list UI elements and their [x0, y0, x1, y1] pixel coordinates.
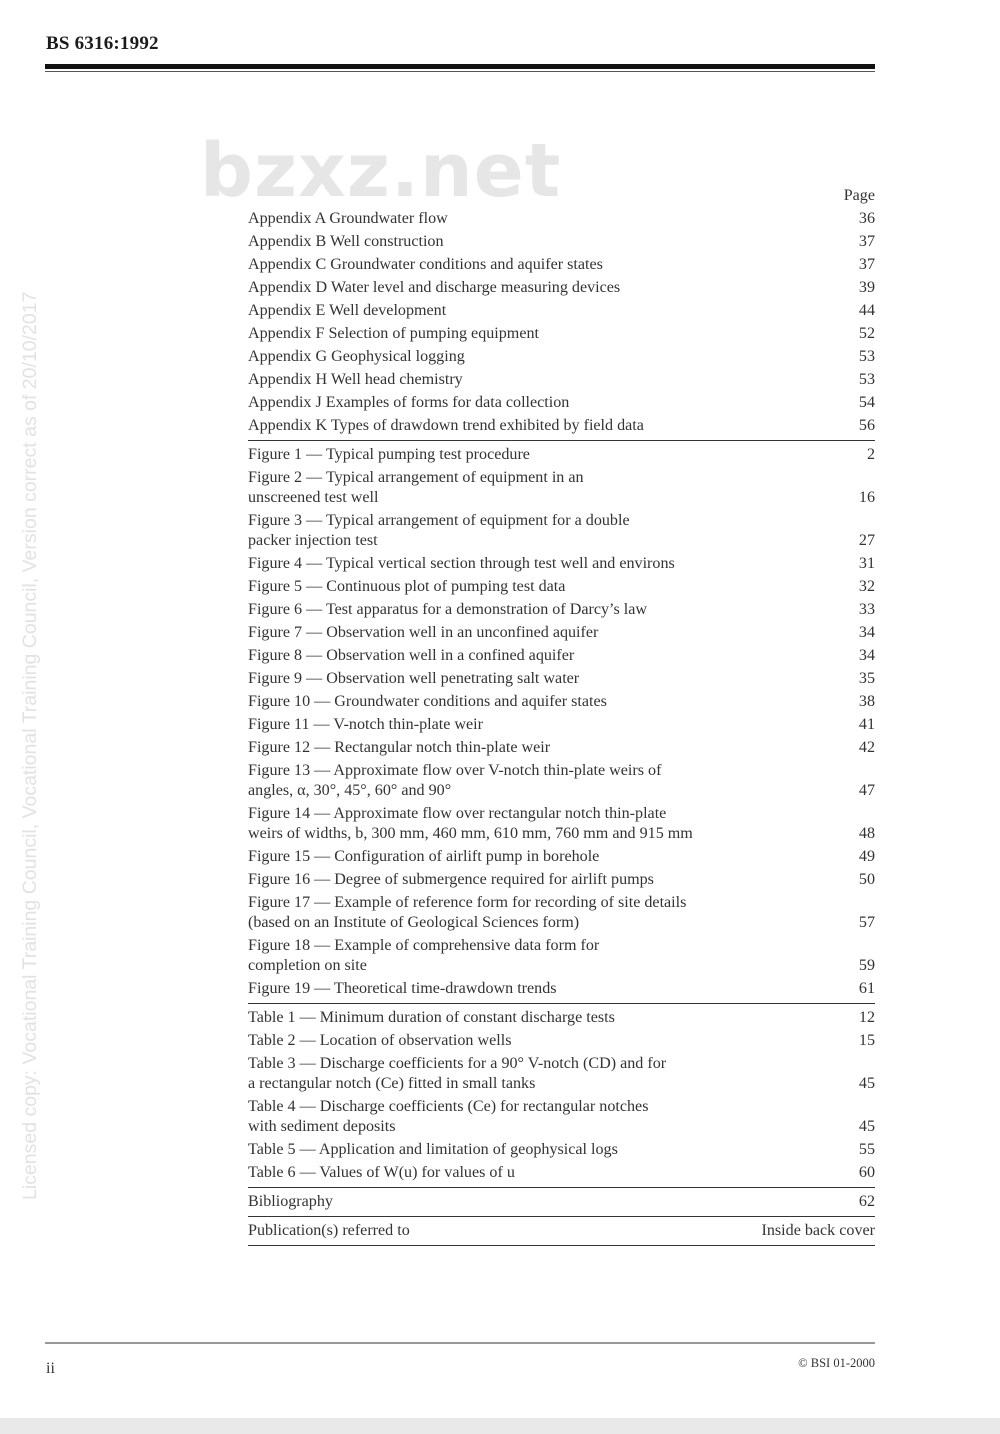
toc-entry-title: Figure 11 — V-notch thin-plate weir [248, 716, 483, 733]
toc-entry[interactable] [248, 1163, 875, 1183]
toc-entry-page: 62 [858, 1193, 875, 1210]
toc-entry-page: 34 [858, 624, 875, 641]
toc-entry-title: Table 3 — Discharge coefficients for a 90° V-notch (CD) and for a rectangular notch (Ce) fitted in small tanks [248, 1055, 667, 1092]
toc-entry-page: 60 [858, 1164, 875, 1181]
toc-entry[interactable] [248, 669, 875, 689]
toc-entry[interactable] [248, 393, 875, 413]
toc-entry-page: 2 [866, 446, 875, 463]
toc-entry[interactable] [248, 870, 875, 890]
toc-entry-page: 49 [858, 848, 875, 865]
toc-entry-title: Figure 16 — Degree of submergence required for airlift pumps [248, 871, 654, 888]
toc-entry-page: 59 [858, 957, 875, 974]
toc-entry[interactable] [248, 1031, 875, 1051]
toc-entry[interactable] [248, 804, 875, 844]
table-of-contents [248, 186, 875, 1246]
toc-entry-title: Figure 14 — Approximate flow over rectangular notch thin-plate weirs of widths, b, 300 mm, 460 mm, 610 mm, 760 mm and 915 mm [248, 805, 693, 842]
toc-entry-title: Table 5 — Application and limitation of geophysical logs [248, 1141, 618, 1158]
toc-entry-page: 37 [858, 256, 875, 273]
toc-entry-page: 16 [858, 489, 875, 506]
toc-entry-page: 47 [858, 782, 875, 799]
footer-page-number: ii [46, 1360, 55, 1377]
toc-entry-title: Figure 8 — Observation well in a confined aquifer [248, 647, 575, 664]
toc-entry-title: Figure 12 — Rectangular notch thin-plate weir [248, 739, 551, 756]
toc-entry[interactable] [248, 979, 875, 999]
toc-entry-title: Table 2 — Location of observation wells [248, 1032, 512, 1049]
toc-entry[interactable] [248, 1054, 875, 1094]
toc-entry-page: 54 [858, 394, 875, 411]
toc-entry-title: Figure 2 — Typical arrangement of equipment in an unscreened test well [248, 469, 584, 506]
toc-entry[interactable] [248, 554, 875, 574]
toc-entry-title: Table 1 — Minimum duration of constant discharge tests [248, 1009, 615, 1026]
toc-entry-page: 39 [858, 279, 875, 296]
toc-entry-title: Figure 15 — Configuration of airlift pump in borehole [248, 848, 600, 865]
toc-entry[interactable] [248, 600, 875, 620]
document-title: BS 6316:1992 [46, 33, 159, 54]
toc-entry-page: 55 [858, 1141, 875, 1158]
toc-page-heading-row [248, 186, 875, 206]
toc-entry[interactable] [248, 324, 875, 344]
toc-entry[interactable] [248, 893, 875, 933]
toc-section-tables [248, 1008, 875, 1188]
toc-entry-page: 50 [858, 871, 875, 888]
toc-entry-title: Appendix A Groundwater flow [248, 210, 448, 227]
toc-entry[interactable] [248, 468, 875, 508]
toc-entry-page: 33 [858, 601, 875, 618]
toc-entry-title: Figure 13 — Approximate flow over V-notch thin-plate weirs of angles, α, 30°, 45°, 60° and 90° [248, 762, 662, 799]
toc-entry-page: 32 [858, 578, 875, 595]
toc-entry-page: 56 [858, 417, 875, 434]
toc-entry[interactable] [248, 646, 875, 666]
toc-entry[interactable] [248, 255, 875, 275]
toc-entry-page: 36 [858, 210, 875, 227]
toc-entry-title: Bibliography [248, 1193, 333, 1210]
toc-entry[interactable] [248, 511, 875, 551]
toc-section-bibliography [248, 1192, 875, 1217]
toc-entry-title: Table 4 — Discharge coefficients (Ce) for rectangular notches with sediment deposits [248, 1098, 649, 1135]
toc-entry[interactable] [248, 347, 875, 367]
toc-entry-page: 12 [858, 1009, 875, 1026]
toc-entry[interactable] [248, 715, 875, 735]
toc-section-appendices [248, 209, 875, 441]
footer-rule [45, 1342, 875, 1344]
toc-entry-title: Appendix J Examples of forms for data collection [248, 394, 570, 411]
toc-entry[interactable] [248, 278, 875, 298]
toc-entry-title: Figure 6 — Test apparatus for a demonstration of Darcy’s law [248, 601, 648, 618]
toc-entry-page: 41 [858, 716, 875, 733]
toc-entry[interactable] [248, 445, 875, 465]
toc-entry-title: Appendix E Well development [248, 302, 447, 319]
toc-entry-title: Figure 17 — Example of reference form for recording of site details (based on an Institute of Geological Sciences form) [248, 894, 687, 931]
toc-entry-page: 42 [858, 739, 875, 756]
toc-entry-page: 52 [858, 325, 875, 342]
toc-entry-page: 53 [858, 371, 875, 388]
toc-section-figures [248, 445, 875, 1004]
toc-entry-title: Appendix G Geophysical logging [248, 348, 465, 365]
toc-entry-title: Figure 18 — Example of comprehensive data form for completion on site [248, 937, 600, 974]
toc-entry-title: Figure 1 — Typical pumping test procedure [248, 446, 530, 463]
toc-entry[interactable] [248, 370, 875, 390]
side-watermark: Licensed copy: Vocational Training Council, Vocational Training Council, Version correct as of 20/10/2017 [19, 291, 41, 1200]
toc-entry-page: 37 [858, 233, 875, 250]
toc-entry-page: 38 [858, 693, 875, 710]
toc-sections [248, 209, 875, 1246]
toc-entry-title: Figure 7 — Observation well in an unconfined aquifer [248, 624, 599, 641]
toc-entry-title: Figure 3 — Typical arrangement of equipment for a double packer injection test [248, 512, 630, 549]
bottom-band [0, 1418, 1000, 1434]
toc-entry-page: 61 [858, 980, 875, 997]
footer-copyright: © BSI 01-2000 [798, 1356, 875, 1370]
toc-entry-title: Figure 19 — Theoretical time-drawdown trends [248, 980, 557, 997]
toc-entry[interactable] [248, 416, 875, 436]
toc-entry-title: Publication(s) referred to [248, 1222, 410, 1239]
toc-page-heading: Page [843, 187, 875, 204]
toc-entry-title: Figure 5 — Continuous plot of pumping test data [248, 578, 566, 595]
toc-entry-title: Figure 4 — Typical vertical section through test well and environs [248, 555, 675, 572]
header-rule-thin [45, 71, 875, 72]
toc-entry-page: 48 [858, 825, 875, 842]
toc-entry[interactable] [248, 209, 875, 229]
toc-entry[interactable] [248, 936, 875, 976]
toc-entry-page: 45 [858, 1075, 875, 1092]
toc-entry-title: Appendix H Well head chemistry [248, 371, 463, 388]
toc-entry-title: Figure 9 — Observation well penetrating salt water [248, 670, 580, 687]
toc-entry-page: 45 [858, 1118, 875, 1135]
toc-entry[interactable] [248, 692, 875, 712]
toc-entry[interactable] [248, 232, 875, 252]
toc-entry[interactable] [248, 301, 875, 321]
toc-entry-title: Figure 10 — Groundwater conditions and aquifer states [248, 693, 607, 710]
toc-entry[interactable] [248, 623, 875, 643]
toc-entry-title: Table 6 — Values of W(u) for values of u [248, 1164, 515, 1181]
toc-entry[interactable] [248, 1221, 875, 1241]
toc-entry[interactable] [248, 738, 875, 758]
toc-entry-title: Appendix K Types of drawdown trend exhibited by field data [248, 417, 644, 434]
toc-entry[interactable] [248, 1097, 875, 1137]
toc-entry[interactable] [248, 1192, 875, 1212]
toc-entry[interactable] [248, 1140, 875, 1160]
toc-entry-page: 27 [858, 532, 875, 549]
toc-entry-page: 35 [858, 670, 875, 687]
toc-entry-page: 44 [858, 302, 875, 319]
toc-entry-page: 34 [858, 647, 875, 664]
toc-entry-page: 15 [858, 1032, 875, 1049]
toc-entry-page: 57 [858, 914, 875, 931]
toc-entry-page: 53 [858, 348, 875, 365]
toc-entry-title: Appendix B Well construction [248, 233, 444, 250]
toc-entry-title: Appendix F Selection of pumping equipment [248, 325, 539, 342]
toc-entry[interactable] [248, 847, 875, 867]
toc-entry-title: Appendix C Groundwater conditions and aquifer states [248, 256, 603, 273]
toc-entry[interactable] [248, 1008, 875, 1028]
toc-entry-title: Appendix D Water level and discharge measuring devices [248, 279, 621, 296]
toc-section-publications [248, 1221, 875, 1246]
toc-entry-page: Inside back cover [761, 1222, 875, 1239]
toc-entry-page: 31 [858, 555, 875, 572]
toc-entry[interactable] [248, 761, 875, 801]
watermark-logo: bzxz.net [200, 128, 562, 214]
toc-entry[interactable] [248, 577, 875, 597]
header-rule-thick [45, 64, 875, 69]
